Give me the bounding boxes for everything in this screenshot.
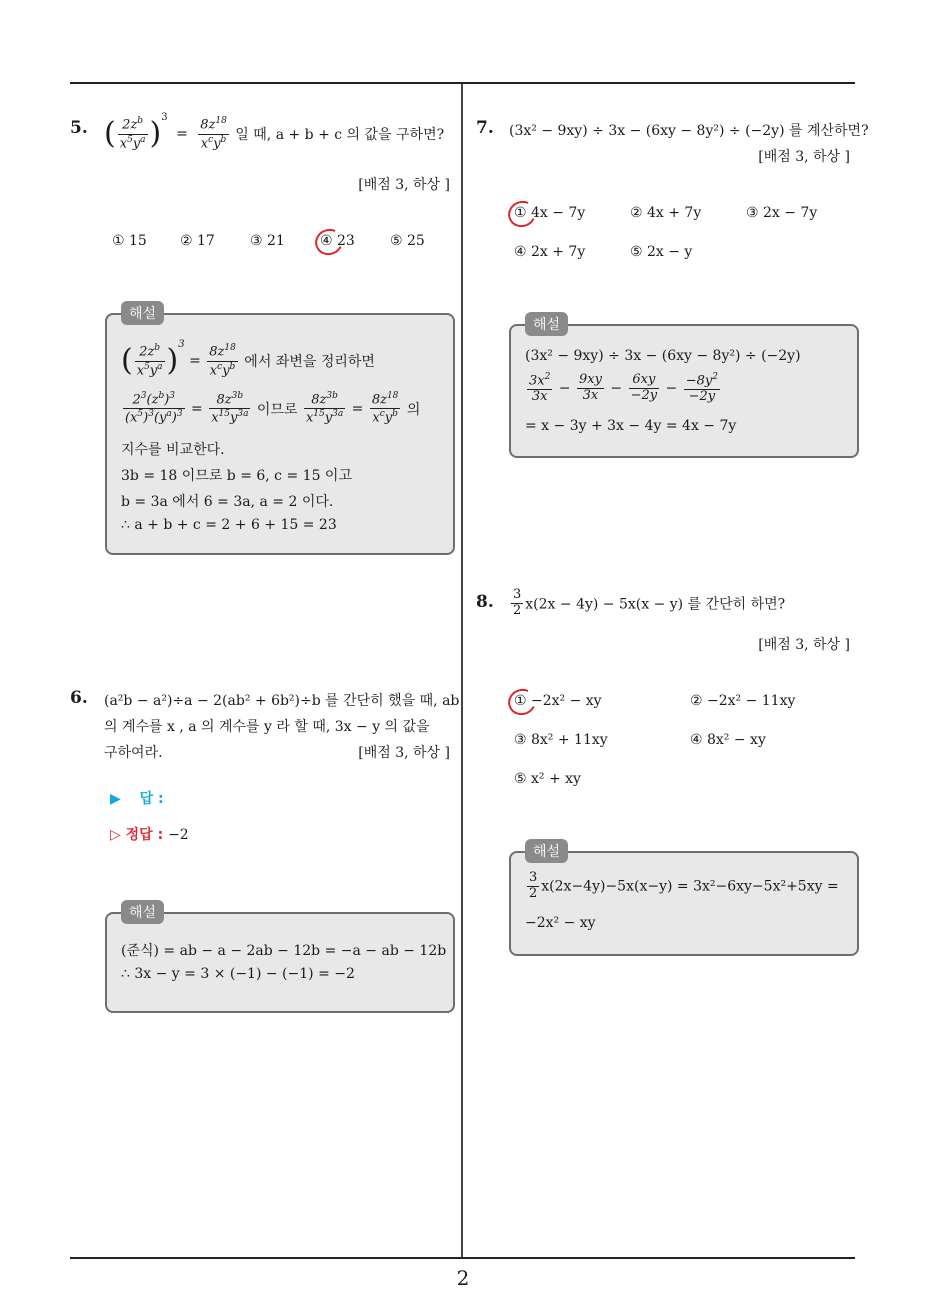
q8-sol-line-1: $\frac{3}{2}$ x(2x−4y)−5x(x−y) = 3x²−6xy−5x²+5xy = [529, 870, 839, 901]
selected-answer-circle-icon [504, 197, 539, 231]
question-8-suffix: x(2x − 4y) − 5x(x − y) 를 간단히 하면? [525, 596, 786, 613]
question-6-line-2: 의 계수를 x , a 의 계수를 y 라 할 때, 3x − y 의 값을 [104, 719, 430, 735]
question-5-text: ( $\frac{2z^b}{x^5y^a}$ )$^3$ = $\frac{8z^{18}}{x^cy^b}$ 일 때, a + b + c 의 값을 구하면? [104, 112, 445, 151]
question-6-meta: [배점 3, 하상 ] [358, 745, 450, 761]
q6-sol-line-2: ∴ 3x − y = 3 × (−1) − (−1) = −2 [121, 966, 355, 982]
question-6-answer-row [110, 788, 164, 808]
q7-choice-1[interactable]: ① 4x − 7y [514, 205, 586, 221]
correct-label: 정답 : [125, 827, 164, 843]
question-8-solution-box [509, 844, 859, 956]
q5-sol-line-5: b = 3a 에서 6 = 3a, a = 2 이다. [121, 494, 334, 510]
q5-choice-4[interactable]: ④ 23 [320, 233, 355, 249]
play-icon: ▶ [110, 791, 121, 807]
question-6-number: 6. [70, 688, 88, 708]
solution-label: 해설 [525, 839, 568, 863]
solution-label: 해설 [121, 301, 164, 325]
correct-value: −2 [168, 827, 189, 843]
question-8-text: $\frac{3}{2}$ x(2x − 4y) − 5x(x − y) 를 간단히 하면? [513, 587, 786, 618]
q7-sol-line-1: (3x² − 9xy) ÷ 3x − (6xy − 8y²) ÷ (−2y) [525, 348, 801, 364]
question-8-number: 8. [476, 592, 494, 612]
solution-label: 해설 [121, 900, 164, 924]
selected-answer-circle-icon [311, 225, 346, 259]
q5-sol-line-6: ∴ a + b + c = 2 + 6 + 15 = 23 [121, 517, 337, 533]
q7-choice-2[interactable]: ② 4x + 7y [630, 205, 702, 221]
q5-choice-1[interactable]: ① 15 [112, 233, 147, 249]
question-5-suffix: 일 때, a + b + c 의 값을 구하면? [235, 127, 445, 143]
q8-choice-1[interactable]: ① −2x² − xy [514, 693, 602, 709]
question-7-number: 7. [476, 118, 494, 138]
q7-sol-line-3: = x − 3y + 3x − 4y = 4x − 7y [525, 418, 737, 434]
q7-choice-4[interactable]: ④ 2x + 7y [514, 244, 586, 260]
q5-choice-2[interactable]: ② 17 [180, 233, 215, 249]
answer-label: 답 : [139, 791, 164, 807]
selected-answer-circle-icon [504, 685, 539, 719]
question-7-solution-box [509, 317, 859, 458]
column-divider [461, 84, 463, 1257]
q5-sol-line2-end: 의 [406, 401, 421, 418]
question-6-solution-box [105, 905, 455, 1013]
question-6-line-1: (a²b − a²)÷a − 2(ab² + 6b²)÷b 를 간단히 했을 때, ab [104, 693, 460, 709]
q5-choice-5[interactable]: ⑤ 25 [390, 233, 425, 249]
q5-sol-line-4: 3b = 18 이므로 b = 6, c = 15 이고 [121, 468, 352, 484]
q5-sol-line-3: 지수를 비교한다. [121, 442, 225, 458]
play-outline-icon: ▷ [110, 827, 121, 843]
question-5-number: 5. [70, 118, 88, 138]
q8-choice-2[interactable]: ② −2x² − 11xy [690, 693, 796, 709]
q5-sol-line1-suffix: 에서 좌변을 정리하면 [244, 354, 375, 370]
q5-sol-line-2: $\frac{2^3(z^b)^3}{(x^5)^3(y^a)^3}$ = $\frac{8z^{3b}}{x^{15}y^{3a}}$ 이므로 $\frac{8z^{3b}}{x^{15}y^{3a}}$ = $\frac{8z^{18}}{x^cy^b}$ 의 [125, 391, 421, 426]
question-6-correct-row [110, 824, 189, 844]
question-5-solution-box [105, 306, 455, 555]
q6-sol-line-1: (준식) = ab − a − 2ab − 12b = −a − ab − 12b [121, 943, 447, 959]
q7-choice-3[interactable]: ③ 2x − 7y [746, 205, 818, 221]
question-7-meta: [배점 3, 하상 ] [758, 149, 850, 165]
q8-choice-3[interactable]: ③ 8x² + 11xy [514, 732, 608, 748]
q5-sol-line2-mid: 이므로 [256, 401, 298, 418]
solution-label: 해설 [525, 312, 568, 336]
q7-choice-5[interactable]: ⑤ 2x − y [630, 244, 693, 260]
bottom-rule [70, 1257, 855, 1259]
question-8-meta: [배점 3, 하상 ] [758, 637, 850, 653]
question-7-text: (3x² − 9xy) ÷ 3x − (6xy − 8y²) ÷ (−2y) 를 계산하면? [509, 123, 869, 139]
q5-sol-line-1: ( $\frac{2z^b}{x^5y^a}$ )$^3$ = $\frac{8z^{18}}{x^cy^b}$ 에서 좌변을 정리하면 [121, 339, 375, 378]
page-number: 2 [456, 1266, 470, 1290]
q5-choice-3[interactable]: ③ 21 [250, 233, 285, 249]
q7-sol-line-2: $\frac{3x^2}{3x}$ − $\frac{9xy}{3x}$ − $\frac{6xy}{-2y}$ − $\frac{-8y^2}{-2y}$ [529, 372, 718, 405]
q8-choice-4[interactable]: ④ 8x² − xy [690, 732, 766, 748]
q8-sol-line1-suffix: x(2x−4y)−5x(x−y) = 3x²−6xy−5x²+5xy = [541, 878, 839, 895]
question-6-line-3: 구하여라. [104, 745, 163, 761]
q8-sol-line-2: −2x² − xy [525, 915, 596, 931]
question-5-meta: [배점 3, 하상 ] [358, 177, 450, 193]
q8-choice-5[interactable]: ⑤ x² + xy [514, 771, 581, 787]
